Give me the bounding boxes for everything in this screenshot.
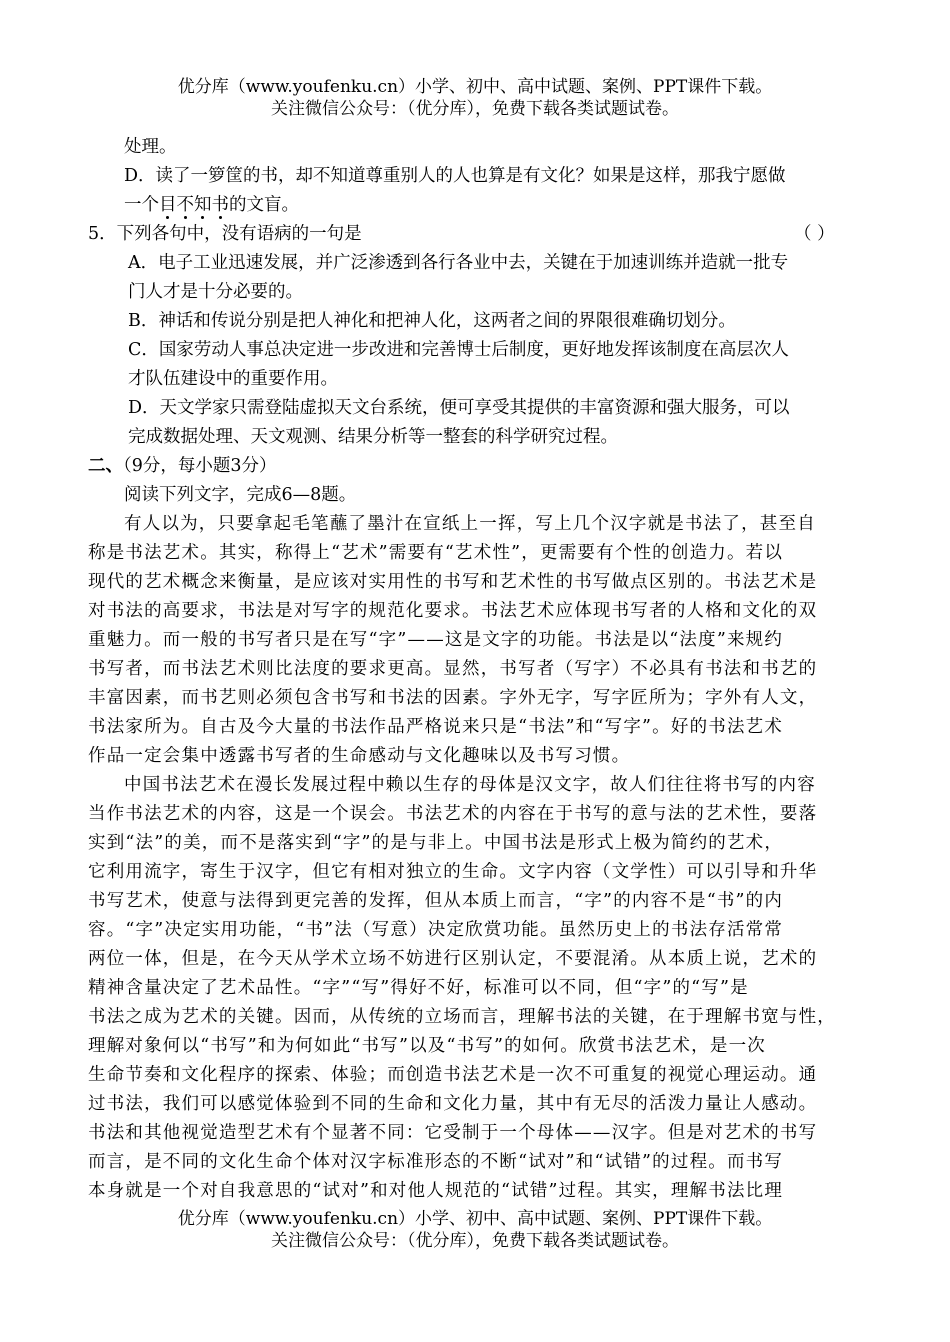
passage-line: 书写者，而书法艺术则比法度的要求更高。显然，书写者（写字）不必具有书法和书艺的: [88, 659, 818, 679]
header-line-1: 优分库（www.youfenku.cn）小学、初中、高中试题、案例、PPT课件下载。: [177, 77, 773, 97]
q5-option-b: B．神话和传说分别是把人神化和把神人化，这两者之间的界限很难确切划分。: [128, 311, 736, 331]
passage-line: 当作书法艺术的内容，这是一个误会。书法艺术的内容在于书写的意与法的艺术性，要落: [88, 804, 818, 824]
passage-line: 中国书法艺术在漫长发展过程中赖以生存的母体是汉文字，故人们往往将书写的内容: [124, 775, 816, 795]
q5-option-a-line-2: 门人才是十分必要的。: [128, 282, 303, 302]
q5-stem: 5．下列各句中，没有语病的一句是: [88, 224, 362, 244]
emphasis-char: 书: [211, 195, 229, 215]
passage-line: 现代的艺术概念来衡量，是应该对实用性的书写和艺术性的书写做点区别的。书法艺术是: [88, 572, 818, 592]
passage-line: 生命节奏和文化程序的探索、体验；而创造书法艺术是一次不可重复的视觉心理运动。通: [88, 1065, 818, 1085]
passage-line: 精神含量决定了艺术品性。“字”“写”得好不好，标准可以不同，但“字”的“写”是: [88, 978, 749, 998]
page-header: [0, 76, 950, 120]
passage-line: 对书法的高要求，书法是对写字的规范化要求。书法艺术应体现书写者的人格和文化的双: [88, 601, 818, 621]
emphasis-char: 不: [176, 195, 194, 215]
section-2-instruction: 阅读下列文字，完成6—8题。: [124, 485, 357, 505]
q5-option-a-line-1: A．电子工业迅速发展，并广泛渗透到各行各业中去，关键在于加速训练并造就一批专: [128, 253, 789, 273]
passage-line: 实到“法”的美，而不是落实到“字”的是与非上。中国书法是形式上极为简约的艺术，: [88, 833, 784, 853]
reading-passage: [88, 510, 868, 1206]
passage-line: 书法和其他视觉造型艺术有个显著不同：它受制于一个母体——汉字。但是对艺术的书写: [88, 1123, 818, 1143]
passage-line: 过书法，我们可以感觉体验到不同的生命和文化力量，其中有无尽的活泼力量让人感动。: [88, 1094, 818, 1114]
q4-option-d-line-2: [88, 191, 868, 220]
q4-d-pre: 一个: [124, 195, 159, 215]
q5-option-d-line-1: D．天文学家只需登陆虚拟天文台系统，便可享受其提供的丰富资源和强大服务，可以: [128, 398, 790, 418]
passage-line: 而言，是不同的文化生命个体对汉字标准形态的不断“试对”和“试错”的过程。而书写: [88, 1152, 784, 1172]
passage-line: 书法之成为艺术的关键。因而，从传统的立场而言，理解书法的关键，在于理解书宽与性，: [88, 1007, 836, 1027]
footer-line-2: 关注微信公众号：（优分库），免费下载各类试题试卷。: [271, 1231, 679, 1251]
q5-answer-blank: （ ）: [794, 224, 835, 244]
passage-line: 书写艺术，使意与法得到更完善的发挥，但从本质上而言，“字”的内容不是“书”的内: [88, 891, 784, 911]
q4-prev-tail: 处理。: [124, 137, 177, 157]
passage-line: 有人以为，只要拿起毛笔蘸了墨汁在宣纸上一挥，写上几个汉字就是书法了，甚至自: [124, 514, 816, 534]
q5-option-d-line-2: 完成数据处理、天文观测、结果分析等一整套的科学研究过程。: [128, 427, 618, 447]
q4-d-post: 的文盲。: [229, 195, 299, 215]
section-2-heading: [88, 452, 868, 481]
passage-line: 重魅力。而一般的书写者只是在写“字”——这是文字的功能。书法是以“法度”来规约: [88, 630, 784, 650]
q5-option-c-line-1: C．国家劳动人事总决定进一步改进和完善博士后制度，更好地发挥该制度在高层次人: [128, 340, 789, 360]
section-2-score: （9分，每小题3分）: [123, 456, 277, 476]
passage-line: 作品一定会集中透露书写者的生命感动与文化趣味以及书写习惯。: [88, 746, 631, 766]
q4-option-d-line-1: D．读了一箩筐的书，却不知道尊重别人的人也算是有文化？如果是这样，那我宁愿做: [124, 166, 786, 186]
emphasis-char: 目: [159, 195, 177, 215]
passage-line: 丰富因素，而书艺则必须包含书写和书法的因素。字外无字，写字匠所为；字外有人文，: [88, 688, 818, 708]
passage-line: 容。“字”决定实用功能，“书”法（写意）决定欣赏功能。虽然历史上的书法存活常常: [88, 920, 784, 940]
passage-line: 理解对象何以“书写”和为何如此“书写”以及“书写”的如何。欣赏书法艺术，是一次: [88, 1036, 766, 1056]
footer-line-1: 优分库（www.youfenku.cn）小学、初中、高中试题、案例、PPT课件下载。: [177, 1209, 773, 1229]
page-footer: [0, 1208, 950, 1252]
q5-option-c-line-2: 才队伍建设中的重要作用。: [128, 369, 338, 389]
emphasis-char: 知: [194, 195, 212, 215]
q5-stem-row: [88, 220, 868, 249]
passage-line: 它利用流字，寄生于汉字，但它有相对独立的生命。文字内容（文学性）可以引导和升华: [88, 862, 818, 882]
document-body: [88, 133, 868, 1206]
passage-line: 书法家所为。自古及今大量的书法作品严格说来只是“书法”和“写字”。好的书法艺术: [88, 717, 784, 737]
section-2-title: 二、: [88, 456, 123, 476]
passage-line: 两位一体，但是，在今天从学术立场不妨进行区别认定，不要混淆。从本质上说，艺术的: [88, 949, 818, 969]
passage-line: 本身就是一个对自我意思的“试对”和对他人规范的“试错”过程。其实，理解书法比理: [88, 1181, 784, 1201]
header-line-2: 关注微信公众号：（优分库），免费下载各类试题试卷。: [271, 99, 679, 119]
passage-line: 称是书法艺术。其实，称得上“艺术”需要有“艺术性”，更需要有个性的创造力。若以: [88, 543, 784, 563]
